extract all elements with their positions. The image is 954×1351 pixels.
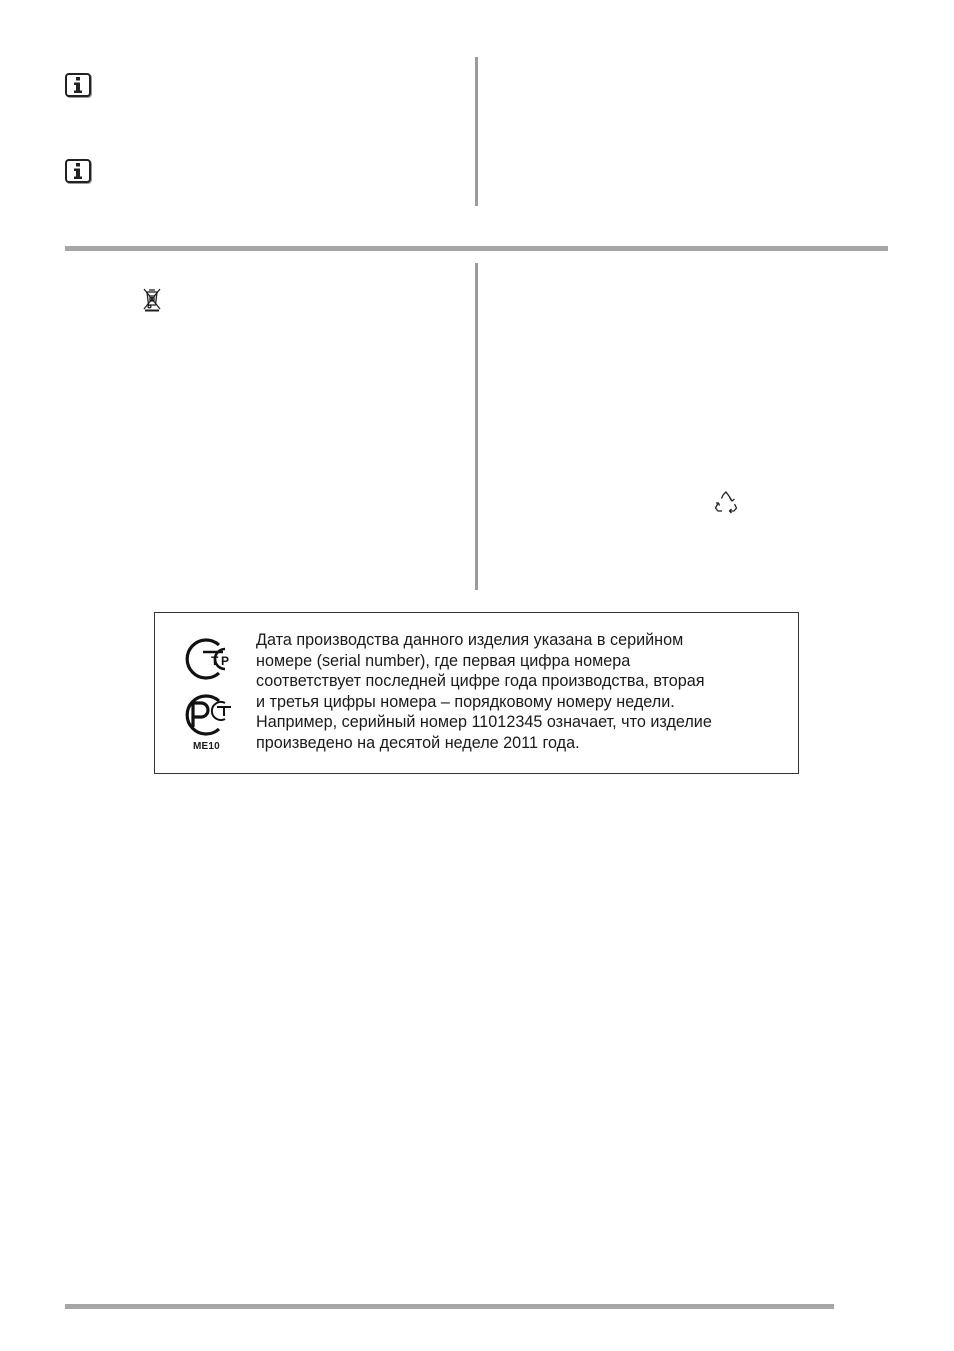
text-line: Например, серийный номер 11012345 означает, что изделие — [256, 713, 712, 731]
serial-number-explanation — [256, 630, 786, 753]
section-rule — [65, 246, 888, 251]
text-line: номере (serial number), где первая цифра номера — [256, 651, 631, 670]
text-line: соответствует последней цифре года производства, вторая — [256, 672, 705, 690]
mark-code: ME10 — [193, 741, 220, 752]
svg-text:T: T — [211, 654, 219, 668]
text-line: Дата производства данного изделия указана в серийном — [256, 631, 684, 649]
crossed-out-bin-icon — [142, 288, 162, 312]
column-divider — [475, 57, 478, 206]
gost-tp-mark-icon — [179, 633, 241, 683]
svg-text:P: P — [221, 654, 230, 668]
info-icon — [65, 73, 91, 97]
certification-box — [154, 612, 799, 774]
info-icon — [65, 159, 91, 183]
text-line: произведено на десятой неделе 2011 года. — [256, 733, 580, 752]
text-line: и третья цифры номера – порядковому номеру недели. — [256, 692, 675, 711]
footer-rule — [65, 1304, 834, 1309]
column-divider — [475, 263, 478, 590]
gost-r-mark-icon — [179, 689, 241, 739]
recycle-icon — [713, 491, 739, 515]
